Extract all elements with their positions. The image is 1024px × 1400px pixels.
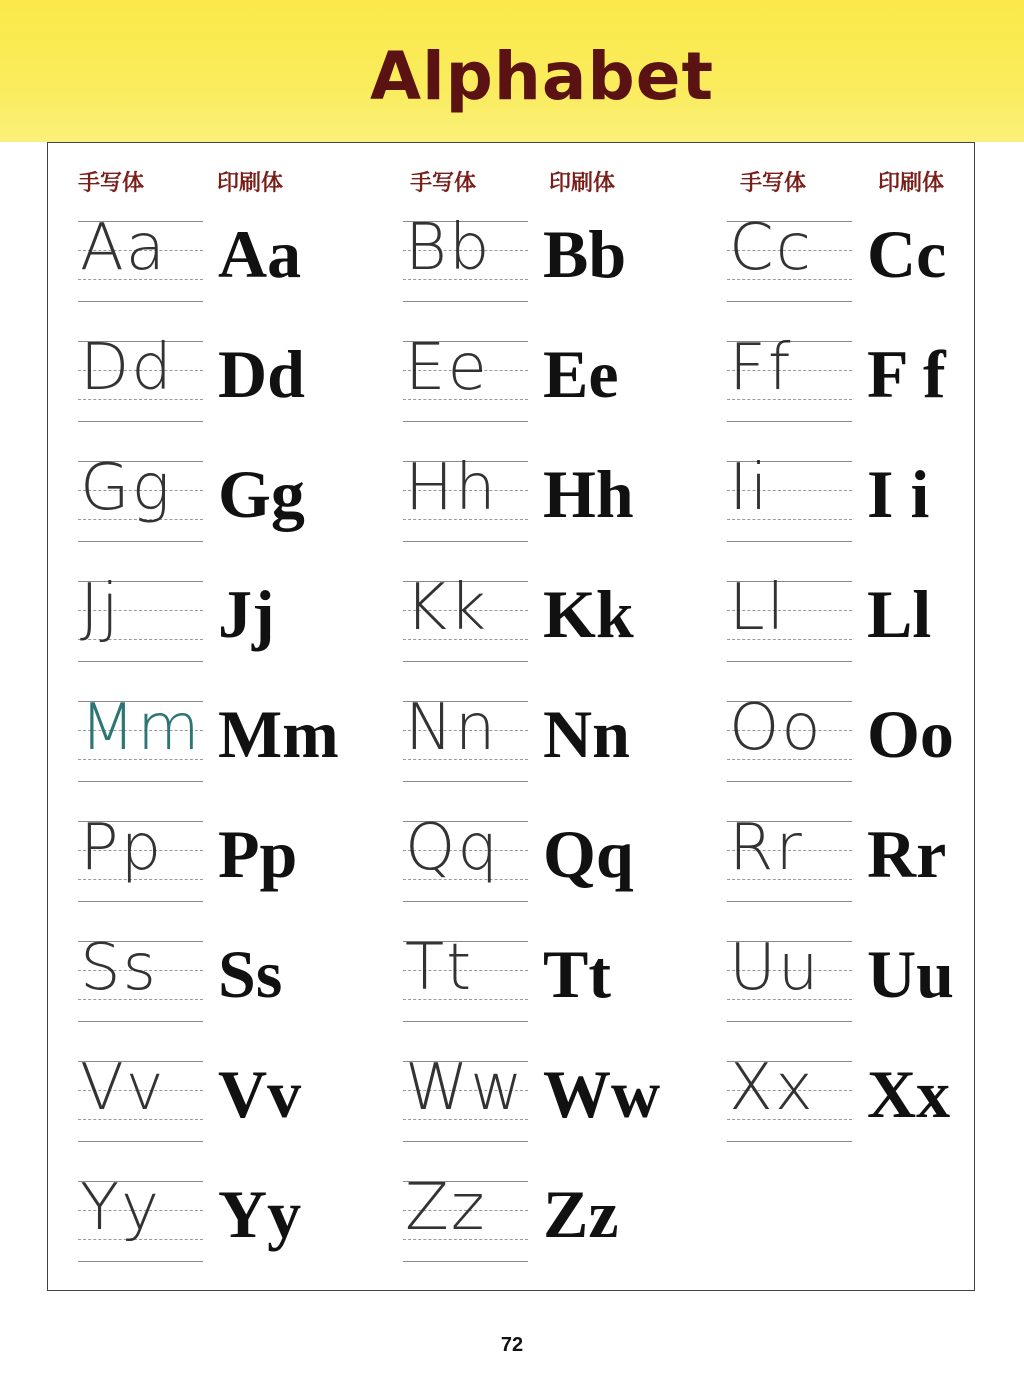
- print-header: 印刷体: [217, 171, 284, 196]
- printed-letter: Ww: [543, 1056, 661, 1132]
- guide-line: [78, 901, 203, 902]
- guide-line: [727, 301, 852, 302]
- guide-line: [727, 1021, 852, 1022]
- print-header: 印刷体: [878, 171, 945, 196]
- handwritten-letter: Ii: [729, 451, 770, 525]
- handwriting-guide-lines: [78, 933, 203, 1023]
- printed-letter: Qq: [543, 816, 634, 892]
- handwriting-guide-lines: [403, 1173, 528, 1263]
- guide-line: [727, 781, 852, 782]
- letter-cell: [403, 333, 673, 423]
- handwritten-letter: Gg: [80, 451, 172, 525]
- letter-cell: [727, 453, 997, 543]
- letter-cell: [403, 1173, 673, 1263]
- page-number: 72: [500, 1334, 524, 1356]
- printed-letter: Gg: [218, 456, 305, 532]
- printed-letter: I i: [867, 456, 930, 532]
- guide-line: [78, 661, 203, 662]
- printed-letter: Ee: [543, 336, 619, 412]
- letter-cell: [727, 1053, 997, 1143]
- handwriting-guide-lines: [727, 813, 852, 903]
- guide-line: [727, 901, 852, 902]
- handwriting-header: 手写体: [740, 171, 807, 196]
- guide-line: [727, 421, 852, 422]
- printed-letter: Rr: [867, 816, 947, 892]
- printed-letter: Zz: [543, 1176, 619, 1252]
- printed-letter: Vv: [218, 1056, 302, 1132]
- handwriting-guide-lines: [78, 1173, 203, 1263]
- handwritten-letter: Cc: [729, 211, 813, 285]
- handwritten-letter: Ss: [80, 931, 158, 1005]
- letter-cell: [403, 573, 673, 663]
- handwritten-letter: Nn: [405, 691, 498, 765]
- handwriting-guide-lines: [727, 933, 852, 1023]
- letter-cell: [403, 933, 673, 1023]
- handwritten-letter: Hh: [405, 451, 498, 525]
- handwriting-guide-lines: [78, 693, 203, 783]
- letter-cell: [403, 1053, 673, 1143]
- handwriting-guide-lines: [403, 1053, 528, 1143]
- letter-cell: [403, 213, 673, 303]
- printed-letter: Pp: [218, 816, 298, 892]
- handwritten-letter: Pp: [80, 811, 164, 885]
- letter-cell: [78, 573, 348, 663]
- printed-letter: Cc: [867, 216, 947, 292]
- handwriting-guide-lines: [727, 693, 852, 783]
- guide-line: [727, 1141, 852, 1142]
- handwritten-letter: Vv: [80, 1051, 166, 1125]
- printed-letter: F f: [867, 336, 946, 412]
- handwriting-header: 手写体: [410, 171, 477, 196]
- print-header: 印刷体: [549, 171, 616, 196]
- letter-cell: [78, 1173, 348, 1263]
- handwritten-letter: Qq: [405, 811, 500, 885]
- guide-line: [78, 1021, 203, 1022]
- handwritten-letter: Jj: [80, 571, 121, 645]
- handwritten-letter: Kk: [405, 571, 489, 645]
- handwriting-guide-lines: [403, 213, 528, 303]
- printed-letter: Mm: [218, 696, 339, 772]
- printed-letter: Oo: [867, 696, 954, 772]
- letter-cell: [403, 693, 673, 783]
- handwritten-letter: Zz: [405, 1171, 487, 1245]
- guide-line: [727, 541, 852, 542]
- guide-line: [78, 421, 203, 422]
- handwritten-letter: Rr: [729, 811, 804, 885]
- letter-cell: [727, 213, 997, 303]
- guide-line: [403, 541, 528, 542]
- handwritten-letter: Mm: [80, 691, 202, 765]
- letter-cell: [727, 333, 997, 423]
- guide-line: [403, 1261, 528, 1262]
- handwriting-guide-lines: [78, 333, 203, 423]
- guide-line: [403, 901, 528, 902]
- printed-letter: Tt: [543, 936, 611, 1012]
- printed-letter: Yy: [218, 1176, 302, 1252]
- guide-line: [727, 661, 852, 662]
- letter-cell: [78, 333, 348, 423]
- letter-cell: [727, 693, 997, 783]
- printed-letter: Dd: [218, 336, 305, 412]
- handwriting-guide-lines: [727, 453, 852, 543]
- handwriting-guide-lines: [78, 1053, 203, 1143]
- handwriting-guide-lines: [78, 213, 203, 303]
- letter-cell: [78, 813, 348, 903]
- guide-line: [403, 1141, 528, 1142]
- printed-letter: Ll: [867, 576, 932, 652]
- handwriting-guide-lines: [727, 333, 852, 423]
- printed-letter: Bb: [543, 216, 627, 292]
- handwritten-letter: Bb: [405, 211, 492, 285]
- guide-line: [78, 301, 203, 302]
- handwritten-letter: Oo: [729, 691, 823, 765]
- handwriting-guide-lines: [403, 333, 528, 423]
- guide-line: [78, 1261, 203, 1262]
- handwriting-guide-lines: [403, 933, 528, 1023]
- handwritten-letter: Tt: [405, 931, 474, 1005]
- handwritten-letter: Ee: [405, 331, 489, 405]
- guide-line: [403, 301, 528, 302]
- letter-cell: [727, 933, 997, 1023]
- handwritten-letter: Yy: [80, 1171, 161, 1245]
- letter-cell: [78, 1053, 348, 1143]
- handwritten-letter: Ff: [729, 331, 793, 405]
- guide-line: [403, 1021, 528, 1022]
- letter-cell: [403, 813, 673, 903]
- handwriting-guide-lines: [78, 813, 203, 903]
- page-title: Alphabet: [369, 38, 715, 115]
- handwritten-letter: Aa: [80, 211, 167, 285]
- letter-cell: [727, 573, 997, 663]
- guide-line: [78, 541, 203, 542]
- handwritten-letter: Ww: [405, 1051, 525, 1125]
- handwritten-letter: Xx: [729, 1051, 815, 1125]
- handwriting-guide-lines: [403, 573, 528, 663]
- printed-letter: Kk: [543, 576, 634, 652]
- printed-letter: Ss: [218, 936, 283, 1012]
- guide-line: [78, 781, 203, 782]
- handwriting-guide-lines: [727, 573, 852, 663]
- handwritten-letter: Ll: [729, 571, 787, 645]
- handwritten-letter: Uu: [729, 931, 821, 1005]
- guide-line: [403, 661, 528, 662]
- letter-cell: [727, 813, 997, 903]
- letter-cell: [78, 213, 348, 303]
- handwriting-guide-lines: [727, 1053, 852, 1143]
- printed-letter: Hh: [543, 456, 634, 532]
- letter-cell: [78, 933, 348, 1023]
- title-banner: [0, 0, 1024, 142]
- handwriting-header: 手写体: [78, 171, 145, 196]
- guide-line: [78, 1141, 203, 1142]
- printed-letter: Aa: [218, 216, 302, 292]
- handwriting-guide-lines: [403, 693, 528, 783]
- printed-letter: Xx: [867, 1056, 951, 1132]
- letter-cell: [78, 453, 348, 543]
- guide-line: [403, 421, 528, 422]
- handwriting-guide-lines: [403, 453, 528, 543]
- handwriting-guide-lines: [403, 813, 528, 903]
- handwritten-letter: Dd: [80, 331, 174, 405]
- letter-cell: [78, 693, 348, 783]
- printed-letter: Nn: [543, 696, 630, 772]
- printed-letter: Uu: [867, 936, 954, 1012]
- letter-cell: [403, 453, 673, 543]
- handwriting-guide-lines: [727, 213, 852, 303]
- guide-line: [403, 781, 528, 782]
- handwriting-guide-lines: [78, 573, 203, 663]
- printed-letter: Jj: [218, 576, 275, 652]
- handwriting-guide-lines: [78, 453, 203, 543]
